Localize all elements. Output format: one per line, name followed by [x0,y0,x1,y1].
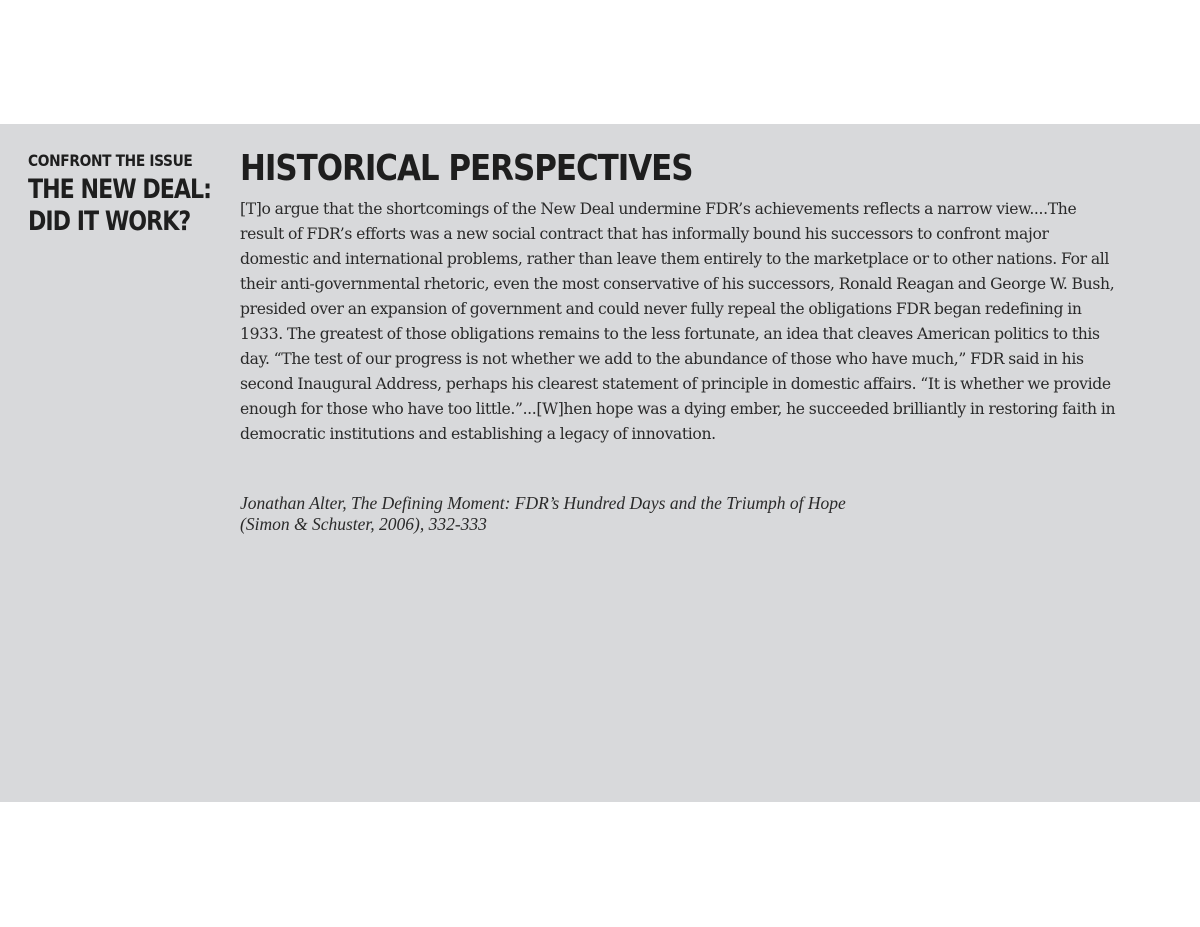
issue-sidebar [28,151,218,238]
issue-title [28,174,212,238]
section-heading: HISTORICAL PERSPECTIVES [240,148,693,189]
citation-line-1: Jonathan Alter, The Defining Moment: FDR’s Hundred Days and the Triumph of Hope [240,493,846,513]
quote-body: [T]o argue that the shortcomings of the New Deal undermine FDR’s achievements reflects a narrow view....The result of FDR’s efforts was a new social contract that has informally bound his successors to confront major domestic and international problems, rather than leave them entirely to the marketplace or to other nations. For all their anti-governmental rhetoric, even the most conservative of his successors, Ronald Reagan and George W. Bush, presided over an expansion of government and could never fully repeal the obligations FDR began redefining in 1933. The greatest of those obligations remains to the less fortunate, an idea that cleaves American politics to this day. “The test of our progress is not whether we add to the abundance of those who have much,” FDR said in his second Inaugural Address, perhaps his clearest statement of principle in domestic affairs. “It is whether we provide enough for those who have too little.”...[W]hen hope was a dying ember, he succeeded brilliantly in restoring faith in democratic institutions and establishing a legacy of innovation. [240,200,1116,443]
citation [240,493,1120,535]
kicker-label: CONFRONT THE ISSUE [28,151,193,170]
issue-title-line-2: DID IT WORK? [28,206,191,237]
issue-title-line-1: THE NEW DEAL: [28,174,212,205]
main-content [240,147,1120,535]
citation-line-2: (Simon & Schuster, 2006), 332-333 [240,514,487,534]
content-panel [0,124,1200,802]
